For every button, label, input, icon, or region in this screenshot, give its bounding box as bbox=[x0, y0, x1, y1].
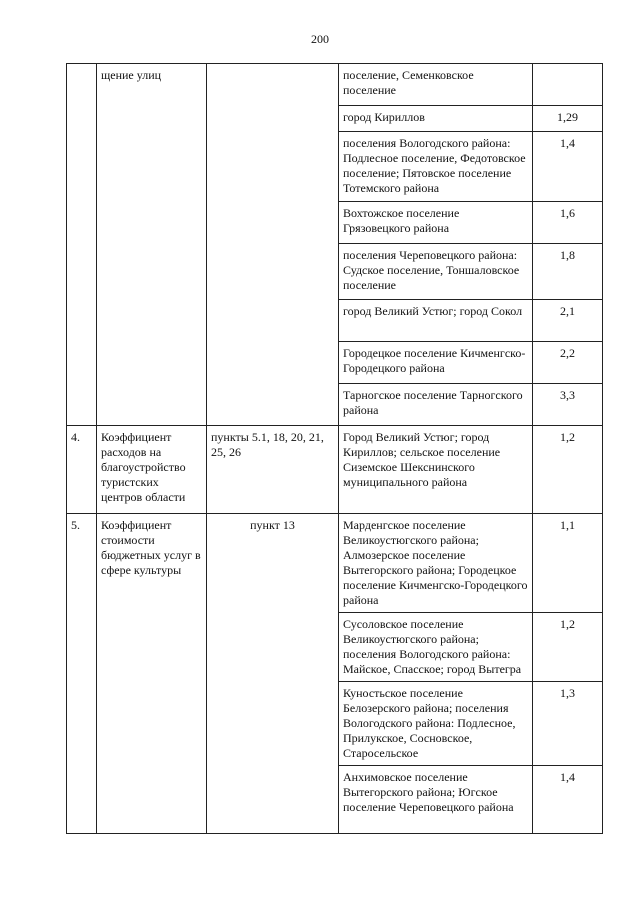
coefficient-value-cell: 1,29 bbox=[533, 106, 603, 132]
row-number-cell bbox=[67, 64, 97, 426]
coefficient-name-cell: Коэффициент расходов на благоустройство туристских центров области bbox=[97, 426, 207, 514]
territory-cell: Городецкое поселение Кичменгско-Городецкого района bbox=[339, 342, 533, 384]
coefficients-table bbox=[66, 63, 603, 834]
coefficient-name-cell: щение улиц bbox=[97, 64, 207, 426]
territory-cell: город Великий Устюг; город Сокол bbox=[339, 300, 533, 342]
coefficient-value-cell: 1,3 bbox=[533, 682, 603, 766]
territory-cell: город Кириллов bbox=[339, 106, 533, 132]
territory-cell: Город Великий Устюг; город Кириллов; сельское поселение Сиземское Шекснинского муниципального района bbox=[339, 426, 533, 514]
coefficient-value-cell: 1,1 bbox=[533, 514, 603, 613]
row-number-cell: 4. bbox=[67, 426, 97, 514]
coefficient-value-cell: 1,4 bbox=[533, 132, 603, 202]
territory-cell: Марденгское поселение Великоустюгского района; Алмозерское поселение Вытегорского района; Городецкое поселение Кичменгско-Городецкого района bbox=[339, 514, 533, 613]
points-cell bbox=[207, 64, 339, 426]
points-cell: пункт 13 bbox=[207, 514, 339, 834]
coefficient-value-cell: 1,2 bbox=[533, 613, 603, 682]
territory-cell: поселение, Семенковское поселение bbox=[339, 64, 533, 106]
coefficient-value-cell: 2,2 bbox=[533, 342, 603, 384]
coefficient-value-cell: 1,6 bbox=[533, 202, 603, 244]
territory-cell: Анхимовское поселение Вытегорского района; Югское поселение Череповецкого района bbox=[339, 766, 533, 834]
row-number-cell: 5. bbox=[67, 514, 97, 834]
coefficient-value-cell: 2,1 bbox=[533, 300, 603, 342]
table-row bbox=[67, 426, 603, 514]
table-row bbox=[67, 64, 603, 106]
territory-cell: поселения Вологодского района: Подлесное поселение, Федотовское поселение; Пятовское поселение Тотемского района bbox=[339, 132, 533, 202]
table-row bbox=[67, 514, 603, 613]
coefficient-value-cell: 1,4 bbox=[533, 766, 603, 834]
territory-cell: Тарногское поселение Тарногского района bbox=[339, 384, 533, 426]
territory-cell: Куностьское поселение Белозерского района; поселения Вологодского района: Подлесное, Прилукское, Сосновское, Старосельское bbox=[339, 682, 533, 766]
territory-cell: поселения Череповецкого района: Судское поселение, Тоншаловское поселение bbox=[339, 244, 533, 300]
coefficient-value-cell bbox=[533, 64, 603, 106]
coefficient-value-cell: 3,3 bbox=[533, 384, 603, 426]
territory-cell: Сусоловское поселение Великоустюгского района; поселения Вологодского района: Майское, Спасское; город Вытегра bbox=[339, 613, 533, 682]
points-cell: пункты 5.1, 18, 20, 21, 25, 26 bbox=[207, 426, 339, 514]
coefficient-name-cell: Коэффициент стоимости бюджетных услуг в сфере культуры bbox=[97, 514, 207, 834]
coefficient-value-cell: 1,2 bbox=[533, 426, 603, 514]
territory-cell: Вохтожское поселение Грязовецкого района bbox=[339, 202, 533, 244]
page-number: 200 bbox=[311, 32, 329, 46]
coefficient-value-cell: 1,8 bbox=[533, 244, 603, 300]
